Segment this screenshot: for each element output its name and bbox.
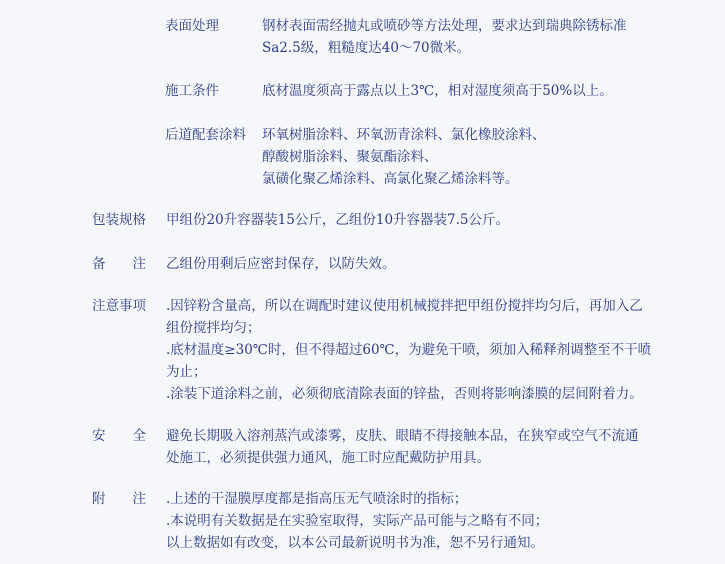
packaging-line-1: 甲组份20升容器装15公斤，乙组份10升容器装7.5公斤。 [166, 212, 510, 228]
safety-line-2: 处施工，必须提供强力通风，施工时应配戴防护用具。 [166, 450, 490, 466]
precautions-line-1: .因锌粉含量高，所以在调配时建议使用机械搅拌把甲组份搅拌均匀后，再加入乙 [166, 298, 643, 314]
notes-line-1: .上述的干湿膜厚度都是指高压无气喷涂时的指标； [166, 491, 468, 507]
label-notes: 附 注 [92, 491, 146, 507]
notes-line-2: .本说明有关数据是在实验室取得，实际产品可能与之略有不同； [166, 513, 549, 529]
label-subsequent-coatings: 后道配套涂料 [165, 127, 246, 143]
application-conditions-line-1: 底材温度须高于露点以上3℃，相对湿度须高于50%以上。 [262, 83, 613, 99]
label-safety: 安 全 [92, 428, 146, 444]
precautions-line-3: .底材温度≥30℃时，但不得超过60℃，为避免干喷，须加入稀释剂调整至不干喷 [166, 342, 652, 358]
precautions-line-2: 组份搅拌均匀； [166, 320, 261, 336]
subsequent-coatings-line-2: 醇酸树脂涂料、聚氨酯涂料、 [262, 149, 438, 165]
safety-line-1: 避免长期吸入溶剂蒸汽或漆雾，皮肤、眼睛不得接触本品，在狭窄或空气不流通 [166, 428, 639, 444]
label-application-conditions: 施工条件 [165, 83, 219, 99]
remarks-line-1: 乙组份用剩后应密封保存，以防失效。 [166, 256, 396, 272]
surface-treatment-line-2: Sa2.5级，粗糙度达40～70微米。 [262, 40, 471, 56]
notes-line-3: 以上数据如有改变，以本公司最新说明书为准，恕不另行通知。 [166, 535, 544, 551]
subsequent-coatings-line-3: 氯磺化聚乙烯涂料、高氯化聚乙烯涂料等。 [262, 171, 519, 187]
precautions-line-5: .涂装下道涂料之前，必须彻底清除表面的锌盐，否则将影响漆膜的层间附着力。 [166, 386, 643, 402]
subsequent-coatings-line-1: 环氧树脂涂料、环氧沥青涂料、氯化橡胶涂料、 [262, 127, 546, 143]
label-precautions: 注意事项 [92, 298, 146, 314]
label-packaging: 包装规格 [92, 212, 146, 228]
label-surface-treatment: 表面处理 [165, 18, 219, 34]
precautions-line-4: 为止； [166, 364, 207, 380]
label-remarks: 备 注 [92, 256, 146, 272]
surface-treatment-line-1: 钢材表面需经抛丸或喷砂等方法处理，要求达到瑞典除锈标准 [262, 18, 627, 34]
